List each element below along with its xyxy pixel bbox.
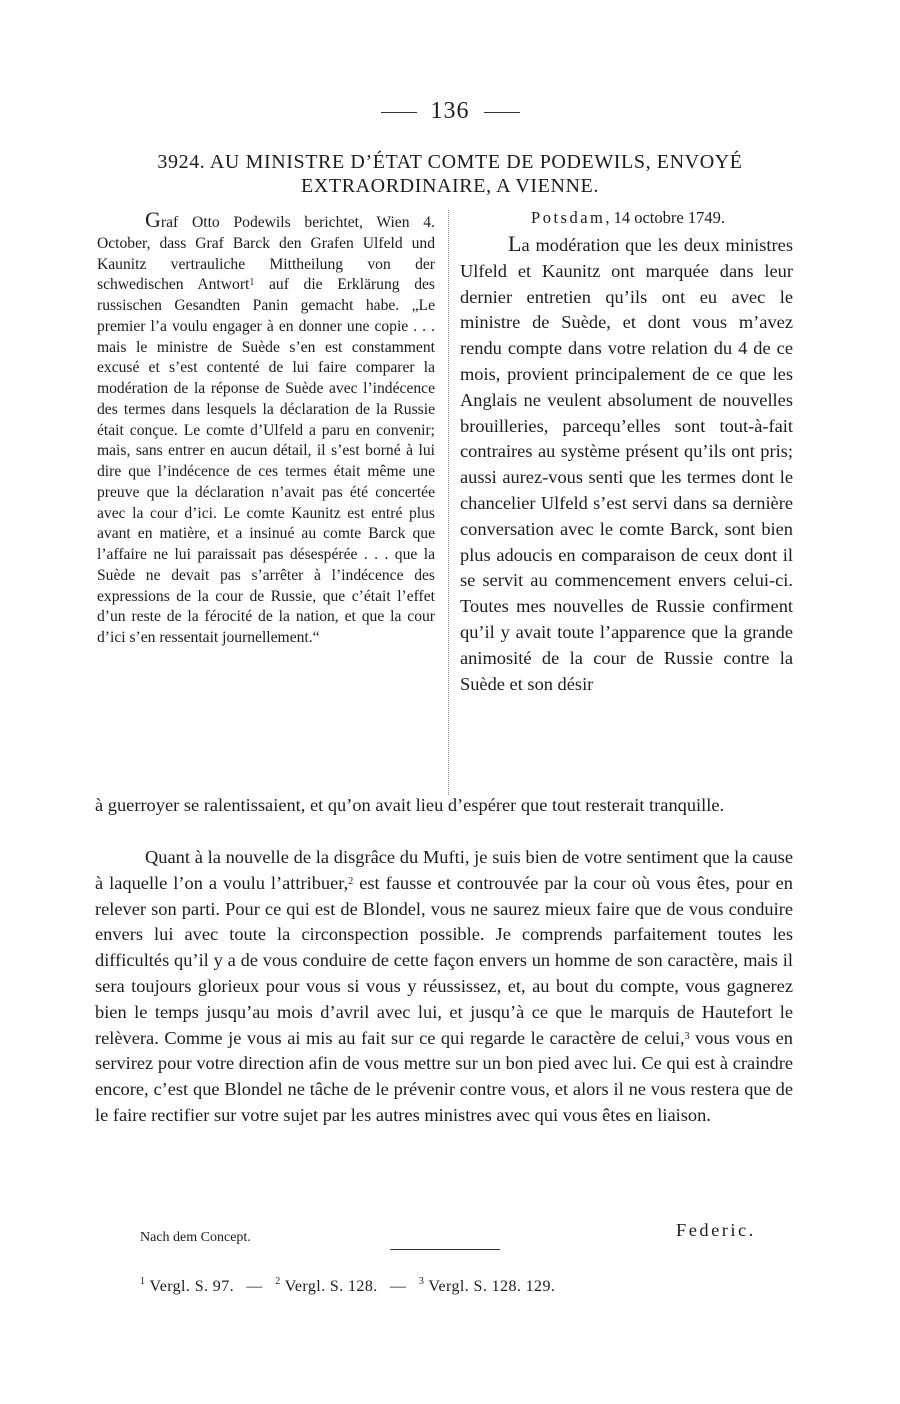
footnote-number: 3 xyxy=(418,1276,425,1287)
letter-paragraph-1-column: a modération que les deux ministres Ulfeld et Kaunitz ont marquée dans leur dernier entretien qu’ils ont eu avec le ministre de Suède, et dont vous m’avez rendu compte dans votre relation du 4 de ce mois, provient principalement de ce que les Anglais ne veulent absolument de nouvelles brouilleries, parcequ’elles sont tout-à-fait contraires au système présent qu’ils ont pris; aussi aurez-vous senti que les termes dont le chancelier Ulfeld s’est servi dans sa dernière conversation avec le comte Barck, sont bien plus adoucis en comparaison de ceux dont il se servit au commencement envers celui-ci. Toutes mes nouvelles de Russie confirment qu’il y avait toute l’apparence que la grande animosité de la cour de Russie contre la Suède et son désir xyxy=(460,235,793,694)
signature: Federic. xyxy=(676,1220,756,1240)
letter-paragraph-2 xyxy=(95,845,793,1129)
document-title xyxy=(100,150,800,198)
page-header xyxy=(0,98,900,125)
footnote-text: Vergl. S. 128. xyxy=(284,1278,378,1295)
letter-paragraph-1-tail: à guerroyer se ralentissaient, et qu’on avait lieu d’espérer que tout resterait tranquille. xyxy=(95,795,725,815)
footnote-text: Vergl. S. 97. xyxy=(149,1278,234,1295)
header-dash-right xyxy=(484,112,520,113)
footnote-separator: — xyxy=(246,1278,263,1295)
letter-paragraph-1 xyxy=(460,231,793,697)
title-line-2: EXTRAORDINAIRE, A VIENNE. xyxy=(301,175,599,197)
column-divider xyxy=(448,210,449,795)
letter-paragraph-2-a: Quant à la nouvelle de la disgrâce du Mufti, je suis bien de votre sentiment que la cause à laquelle l’on a voulu l’attribuer, xyxy=(95,847,793,893)
footnote-ref-2: 2 xyxy=(348,875,354,887)
footnote-ref-3: 3 xyxy=(684,1030,690,1042)
page-number: 136 xyxy=(430,98,470,124)
footnote-text: Vergl. S. 128. 129. xyxy=(428,1278,556,1295)
summary-footnote-ref: 1 xyxy=(249,277,255,289)
letter-initial: L xyxy=(508,231,522,256)
summary-initial: G xyxy=(145,207,161,232)
letter-place: Potsdam xyxy=(531,208,606,227)
summary-text-a: raf Otto Podewils berichtet, Wien 4. October, dass Graf Barck den Grafen Ulfeld und Kaunitz vertrauliche Mittheilung von der schwedischen Antwort xyxy=(97,214,435,294)
letter-paragraph-2-b: est fausse et controuvée par la cour où vous êtes, pour en relever son parti. Pour ce qui est de Blondel, vous ne saurez mieux faire que de vous conduire envers lui avec toute la circonspection possible. Je comprends parfaitement toutes les difficultés qu’il y a de vous conduire de cette façon envers un homme de son caractère, mais il sera toujours glorieux pour vous si vous y réussissez, et, au bout du compte, vous gagnerez bien le temps jusqu’au mois d’avril avec lui, et jusqu’à ce que le marquis de Hautefort le relèvera. Comme je vous ai mis au fait sur ce qui regarde le caractère de celui, xyxy=(95,872,793,1048)
summary-column xyxy=(97,207,435,649)
footnote-rule xyxy=(390,1249,500,1250)
footnote-number: 1 xyxy=(140,1276,146,1287)
letter-paragraph-2-c: vous vous en servirez pour votre direction afin de vous mettre sur un bon pied avec lui. Ce qui est à craindre encore, c’est que Blondel ne tâche de le prévenir contre vous, et alors il ne vous restera que de le faire rectifier sur votre sujet par les autres ministres avec qui vous êtes en liaison. xyxy=(95,1027,794,1125)
footnotes xyxy=(140,1278,555,1296)
summary-text-b: auf die Erklärung des russischen Gesandten Panin gemacht habe. „Le premier l’a voulu engager à en donner une copie . . . mais le ministre de Suède s’en est constamment excusé et s’est contenté de lui faire comparer la modération de la réponse de Suède avec l’indécence des termes dans lesquels la déclaration de la Russie était conçue. Le comte d’Ulfeld a paru en convenir; mais, sans entrer en aucun détail, il s’est borné à lui dire que l’indécence de ces termes était même une preuve que la déclaration n’avait pas été concertée avec la cour d’ici. Le comte Kaunitz est entré plus avant en matière, et a insinué au comte Barck que l’affaire ne lui paraissait pas désespérée . . . que la Suède ne devait pas s’arrêter à l’indécence des expressions de la cour de Russie, que c’était l’effet d’un reste de la férocité de la nation, et que la cour d’ici s’en ressentait journellement.“ xyxy=(97,276,435,646)
footnote-number: 2 xyxy=(275,1276,281,1287)
source-note: Nach dem Concept. xyxy=(140,1230,251,1245)
title-line-1: 3924. AU MINISTRE D’ÉTAT COMTE DE PODEWILS, ENVOYÉ xyxy=(157,151,743,173)
header-dash-left xyxy=(381,112,417,113)
footnote-separator: — xyxy=(390,1278,407,1295)
letter-date: , 14 octobre 1749. xyxy=(605,208,725,227)
letter-dateline xyxy=(462,207,794,229)
